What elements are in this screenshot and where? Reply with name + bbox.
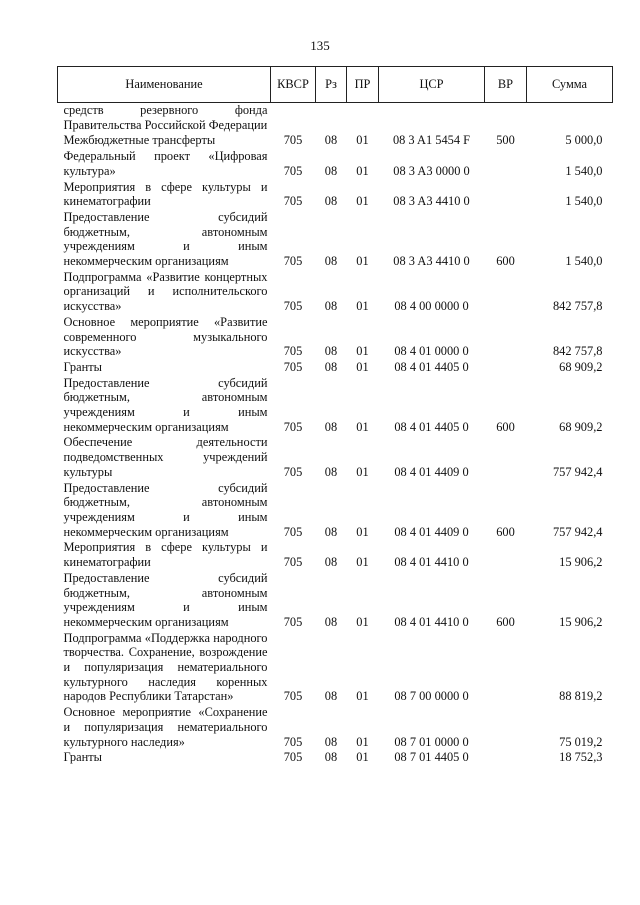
row-csr-cell: 08 4 01 0000 0 bbox=[394, 344, 469, 359]
row-csr-cell: 08 7 01 0000 0 bbox=[394, 734, 469, 749]
row-vr-cell bbox=[485, 539, 527, 569]
row-pr-cell: 01 bbox=[356, 689, 369, 704]
row-vr-cell bbox=[485, 749, 527, 765]
row-sum-cell: 68 909,2 bbox=[559, 359, 603, 374]
row-name-cell: Мероприятия в сфере культуры и кинематографии bbox=[63, 540, 268, 570]
row-vr-cell bbox=[485, 630, 527, 705]
row-rz-cell: 08 bbox=[324, 555, 338, 570]
header-name: Наименование bbox=[58, 67, 271, 103]
row-vr-cell bbox=[485, 359, 527, 375]
row-kvsr-cell: 705 bbox=[283, 734, 303, 749]
table-row bbox=[58, 359, 613, 375]
row-sum-cell: 75 019,2 bbox=[559, 734, 603, 749]
table-row bbox=[58, 179, 613, 209]
row-name-cell: Предоставление субсидий бюджетным, автономным учреждениям и иным некоммерческим организациям bbox=[63, 209, 268, 269]
row-vr-cell: 600 bbox=[496, 419, 515, 434]
row-pr-cell: 01 bbox=[356, 359, 369, 374]
row-csr-cell: 08 4 00 0000 0 bbox=[394, 299, 469, 314]
row-csr-cell: 08 3 A3 0000 0 bbox=[393, 163, 470, 178]
table-row bbox=[58, 103, 613, 133]
table-row bbox=[58, 704, 613, 749]
row-sum-cell: 88 819,2 bbox=[559, 689, 603, 704]
row-vr-cell: 600 bbox=[496, 254, 515, 269]
row-name-cell: Подпрограмма «Поддержка народного творчества. Сохранение, возрождение и популяризация нематериального культурного наследия коренных народов Республики Татарстан» bbox=[63, 630, 268, 704]
row-name-cell: Обеспечение деятельности подведомственных учреждений культуры bbox=[63, 435, 268, 479]
row-vr-cell: 600 bbox=[496, 614, 515, 629]
row-pr-cell: 01 bbox=[356, 734, 369, 749]
row-csr-cell: 08 3 A3 4410 0 bbox=[393, 254, 470, 269]
row-rz-cell: 08 bbox=[324, 299, 338, 314]
row-sum-cell: 757 942,4 bbox=[552, 464, 603, 479]
row-name-cell: Основное мероприятие «Сохранение и популяризация нематериального культурного наследия» bbox=[63, 705, 268, 749]
row-kvsr-cell: 705 bbox=[283, 524, 303, 539]
row-sum-cell: 68 909,2 bbox=[559, 419, 603, 434]
row-pr-cell: 01 bbox=[356, 555, 369, 570]
table-row bbox=[58, 148, 613, 178]
row-name-cell: Основное мероприятие «Развитие современного музыкального искусства» bbox=[63, 314, 268, 359]
row-name-cell: Мероприятия в сфере культуры и кинематографии bbox=[63, 179, 268, 209]
row-rz-cell: 08 bbox=[324, 750, 338, 765]
table-header bbox=[58, 67, 613, 103]
row-csr-cell: 08 4 01 4409 0 bbox=[394, 464, 469, 479]
row-kvsr-cell: 705 bbox=[283, 133, 303, 148]
header-csr: ЦСР bbox=[379, 67, 485, 103]
header-pr: ПР bbox=[347, 67, 379, 103]
row-csr-cell: 08 4 01 4405 0 bbox=[394, 359, 469, 374]
table-row bbox=[58, 570, 613, 630]
row-kvsr-cell: 705 bbox=[283, 344, 303, 359]
row-sum-cell: 757 942,4 bbox=[552, 524, 603, 539]
table-row bbox=[58, 434, 613, 479]
row-kvsr-cell: 705 bbox=[283, 299, 303, 314]
row-rz-cell: 08 bbox=[324, 464, 338, 479]
row-kvsr-cell: 705 bbox=[283, 464, 303, 479]
row-sum-cell bbox=[527, 103, 613, 133]
row-kvsr-cell: 705 bbox=[283, 359, 303, 374]
row-pr-cell: 01 bbox=[356, 254, 369, 269]
table-body bbox=[58, 103, 613, 765]
row-csr-cell: 08 3 A3 4410 0 bbox=[393, 194, 470, 209]
row-vr-cell bbox=[485, 314, 527, 359]
header-rz: Рз bbox=[316, 67, 347, 103]
row-pr-cell: 01 bbox=[356, 464, 369, 479]
row-vr-cell bbox=[485, 704, 527, 749]
row-vr-cell bbox=[485, 148, 527, 178]
table-row bbox=[58, 375, 613, 435]
table-row bbox=[58, 749, 613, 765]
row-vr-cell bbox=[485, 103, 527, 133]
row-name-cell: Подпрограмма «Развитие концертных организаций и исполнительского искусства» bbox=[63, 269, 268, 314]
row-kvsr-cell: 705 bbox=[283, 194, 303, 209]
row-vr-cell bbox=[485, 179, 527, 209]
row-vr-cell bbox=[485, 269, 527, 314]
header-sum: Сумма bbox=[527, 67, 613, 103]
row-kvsr-cell: 705 bbox=[283, 555, 303, 570]
row-csr-cell: 08 4 01 4410 0 bbox=[394, 555, 469, 570]
row-kvsr-cell: 705 bbox=[283, 163, 303, 178]
row-pr-cell bbox=[347, 103, 379, 133]
row-rz-cell: 08 bbox=[324, 133, 338, 148]
row-kvsr-cell bbox=[271, 103, 316, 133]
row-sum-cell: 5 000,0 bbox=[565, 133, 603, 148]
row-vr-cell: 500 bbox=[496, 133, 515, 148]
row-name-cell: Гранты bbox=[63, 750, 102, 765]
row-sum-cell: 1 540,0 bbox=[565, 163, 603, 178]
row-rz-cell: 08 bbox=[324, 163, 338, 178]
row-sum-cell: 1 540,0 bbox=[565, 194, 603, 209]
row-kvsr-cell: 705 bbox=[283, 419, 303, 434]
row-name-cell: Федеральный проект «Цифровая культура» bbox=[63, 149, 268, 178]
row-rz-cell bbox=[316, 103, 347, 133]
row-rz-cell: 08 bbox=[324, 194, 338, 209]
header-vr: ВР bbox=[485, 67, 527, 103]
row-pr-cell: 01 bbox=[356, 133, 369, 148]
row-csr-cell: 08 4 01 4410 0 bbox=[394, 614, 469, 629]
row-kvsr-cell: 705 bbox=[283, 689, 303, 704]
row-sum-cell: 18 752,3 bbox=[559, 750, 603, 765]
row-rz-cell: 08 bbox=[324, 254, 338, 269]
row-kvsr-cell: 705 bbox=[283, 614, 303, 629]
row-pr-cell: 01 bbox=[356, 614, 369, 629]
row-csr-cell: 08 7 01 4405 0 bbox=[394, 750, 469, 765]
budget-table bbox=[57, 66, 613, 765]
row-name-cell: Предоставление субсидий бюджетным, автономным учреждениям и иным некоммерческим организациям bbox=[63, 570, 268, 629]
row-csr-cell: 08 4 01 4405 0 bbox=[394, 419, 469, 434]
row-sum-cell: 1 540,0 bbox=[565, 254, 603, 269]
row-kvsr-cell: 705 bbox=[283, 750, 303, 765]
row-pr-cell: 01 bbox=[356, 194, 369, 209]
table-row bbox=[58, 132, 613, 148]
row-pr-cell: 01 bbox=[356, 750, 369, 765]
table-row bbox=[58, 314, 613, 359]
row-rz-cell: 08 bbox=[324, 734, 338, 749]
row-name-cell: Предоставление субсидий бюджетным, автономным учреждениям и иным некоммерческим организациям bbox=[63, 480, 268, 539]
row-csr-cell: 08 4 01 4409 0 bbox=[394, 524, 469, 539]
row-name-cell: Предоставление субсидий бюджетным, автономным учреждениям и иным некоммерческим организациям bbox=[63, 375, 268, 434]
table-row bbox=[58, 630, 613, 705]
table-row bbox=[58, 480, 613, 540]
row-csr-cell: 08 7 00 0000 0 bbox=[394, 689, 469, 704]
row-vr-cell: 600 bbox=[496, 524, 515, 539]
row-pr-cell: 01 bbox=[356, 344, 369, 359]
header-kvsr: КВСР bbox=[271, 67, 316, 103]
row-sum-cell: 842 757,8 bbox=[552, 299, 603, 314]
row-rz-cell: 08 bbox=[324, 419, 338, 434]
table-row bbox=[58, 539, 613, 569]
row-rz-cell: 08 bbox=[324, 524, 338, 539]
row-sum-cell: 842 757,8 bbox=[552, 344, 603, 359]
row-pr-cell: 01 bbox=[356, 299, 369, 314]
row-sum-cell: 15 906,2 bbox=[559, 555, 603, 570]
row-name-cell: Межбюджетные трансферты bbox=[63, 133, 216, 148]
row-pr-cell: 01 bbox=[356, 419, 369, 434]
row-pr-cell: 01 bbox=[356, 163, 369, 178]
row-rz-cell: 08 bbox=[324, 344, 338, 359]
row-csr-cell: 08 3 A1 5454 F bbox=[392, 133, 471, 148]
row-kvsr-cell: 705 bbox=[283, 254, 303, 269]
row-sum-cell: 15 906,2 bbox=[559, 614, 603, 629]
row-rz-cell: 08 bbox=[324, 689, 338, 704]
row-rz-cell: 08 bbox=[324, 359, 338, 374]
row-name-cell: средств резервного фонда Правительства Российской Федерации bbox=[63, 103, 268, 132]
table-row bbox=[58, 209, 613, 269]
row-name-cell: Гранты bbox=[63, 359, 102, 374]
page-number: 135 bbox=[310, 38, 330, 53]
row-rz-cell: 08 bbox=[324, 614, 338, 629]
row-csr-cell bbox=[379, 103, 485, 133]
table-row bbox=[58, 269, 613, 314]
row-pr-cell: 01 bbox=[356, 524, 369, 539]
row-vr-cell bbox=[485, 434, 527, 479]
